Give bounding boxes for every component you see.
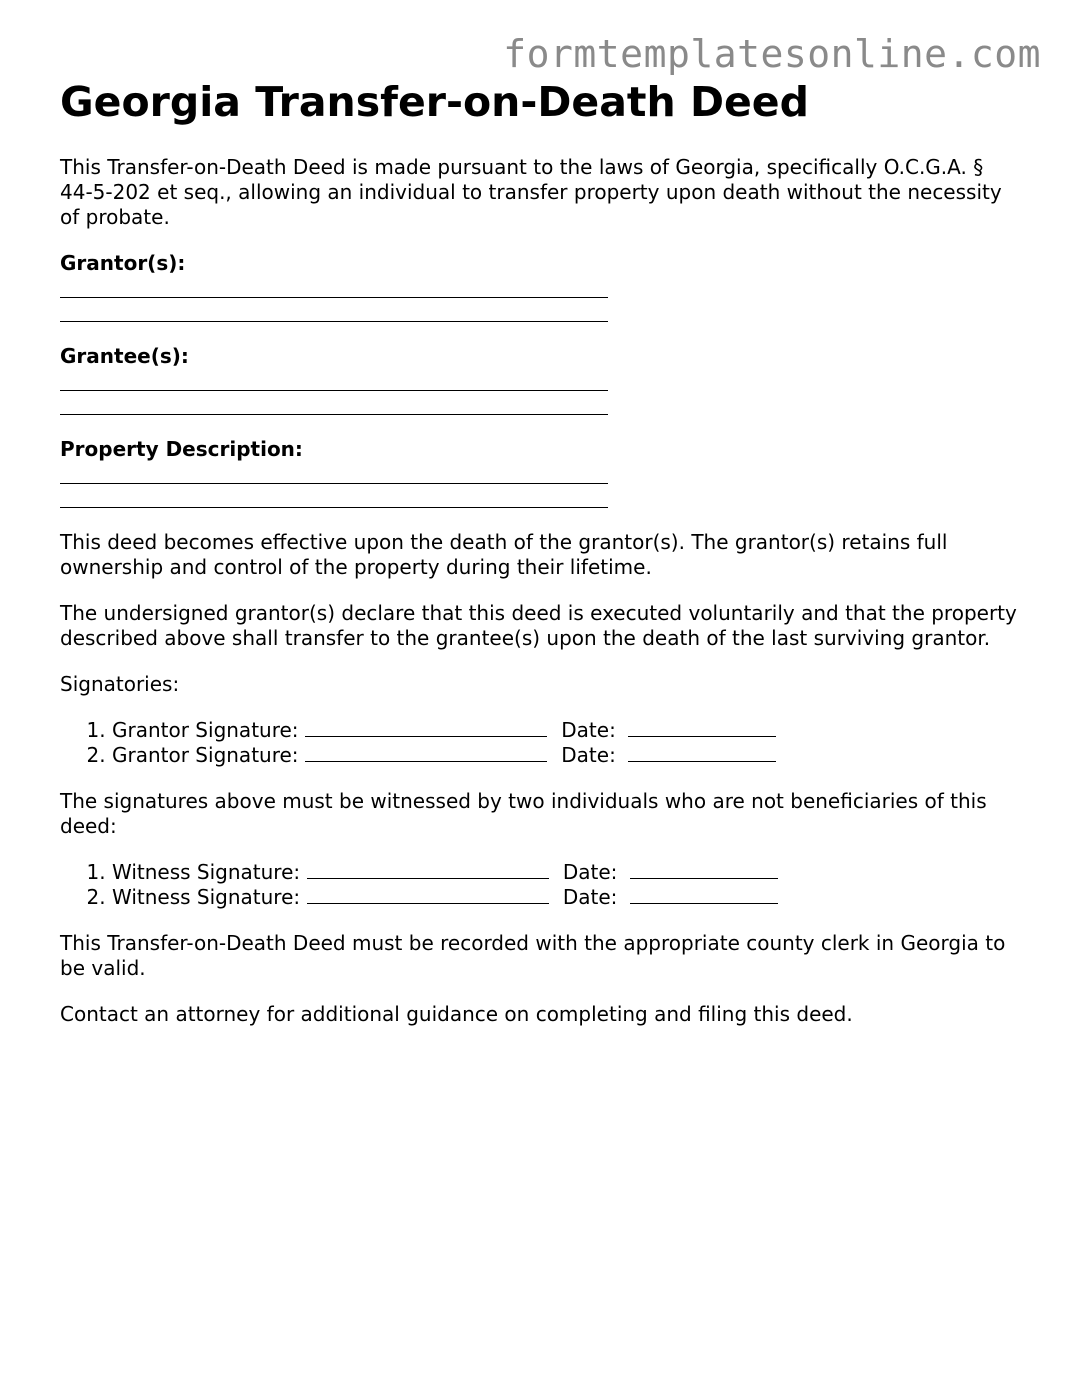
date-label: Date: (562, 860, 618, 884)
signature-label: Grantor Signature: (112, 743, 299, 767)
signatories-label: Signatories: (60, 672, 180, 696)
date-line[interactable] (628, 718, 776, 737)
property-blank-line[interactable] (60, 484, 608, 508)
document-body (60, 155, 1020, 1048)
signature-line[interactable] (307, 860, 549, 879)
grantee-blank-line[interactable] (60, 369, 608, 391)
grantor-blank-line[interactable] (60, 276, 608, 298)
intro-paragraph: This Transfer-on-Death Deed is made pursuant to the laws of Georgia, specifically O.C.G.A. § 44-5-202 et seq., allowing an individual to transfer property upon death without the necessity of probate. (60, 155, 1002, 229)
grantee-blank-line[interactable] (60, 391, 608, 415)
witness-signature-item (112, 860, 1020, 885)
declaration-paragraph: The undersigned grantor(s) declare that this deed is executed voluntarily and that the property described above shall transfer to the grantee(s) upon the death of the last surviving grantor. (60, 601, 1017, 650)
grantor-signature-list (60, 718, 1020, 768)
grantor-signature-item (112, 718, 1020, 743)
signature-label: Witness Signature: (112, 860, 301, 884)
date-label: Date: (561, 718, 616, 742)
grantees-fields (60, 369, 1020, 415)
effective-paragraph: This deed becomes effective upon the death of the grantor(s). The grantor(s) retains full ownership and control of the property during their lifetime. (60, 530, 948, 579)
date-line[interactable] (630, 885, 778, 904)
property-description-fields (60, 462, 1020, 508)
date-line[interactable] (630, 860, 778, 879)
date-line[interactable] (628, 743, 776, 762)
grantors-fields (60, 276, 1020, 322)
property-description-label: Property Description: (60, 437, 303, 461)
date-label: Date: (562, 885, 618, 909)
signature-line[interactable] (307, 885, 549, 904)
signature-label: Grantor Signature: (112, 718, 299, 742)
signature-line[interactable] (305, 743, 547, 762)
grantors-label: Grantor(s): (60, 251, 186, 275)
witness-intro-paragraph: The signatures above must be witnessed by two individuals who are not beneficiaries of this deed: (60, 789, 987, 838)
date-label: Date: (561, 743, 616, 767)
property-blank-line[interactable] (60, 462, 608, 484)
witness-signature-item (112, 885, 1020, 910)
watermark: formtemplatesonline.com (503, 32, 1041, 76)
signature-label: Witness Signature: (112, 885, 301, 909)
document-title: Georgia Transfer-on-Death Deed (60, 78, 809, 126)
grantor-blank-line[interactable] (60, 298, 608, 322)
grantees-label: Grantee(s): (60, 344, 189, 368)
witness-signature-list (60, 860, 1020, 910)
recording-paragraph: This Transfer-on-Death Deed must be recorded with the appropriate county clerk in Georgia to be valid. (60, 931, 1006, 980)
grantor-signature-item (112, 743, 1020, 768)
attorney-paragraph: Contact an attorney for additional guidance on completing and filing this deed. (60, 1002, 853, 1026)
signature-line[interactable] (305, 718, 547, 737)
